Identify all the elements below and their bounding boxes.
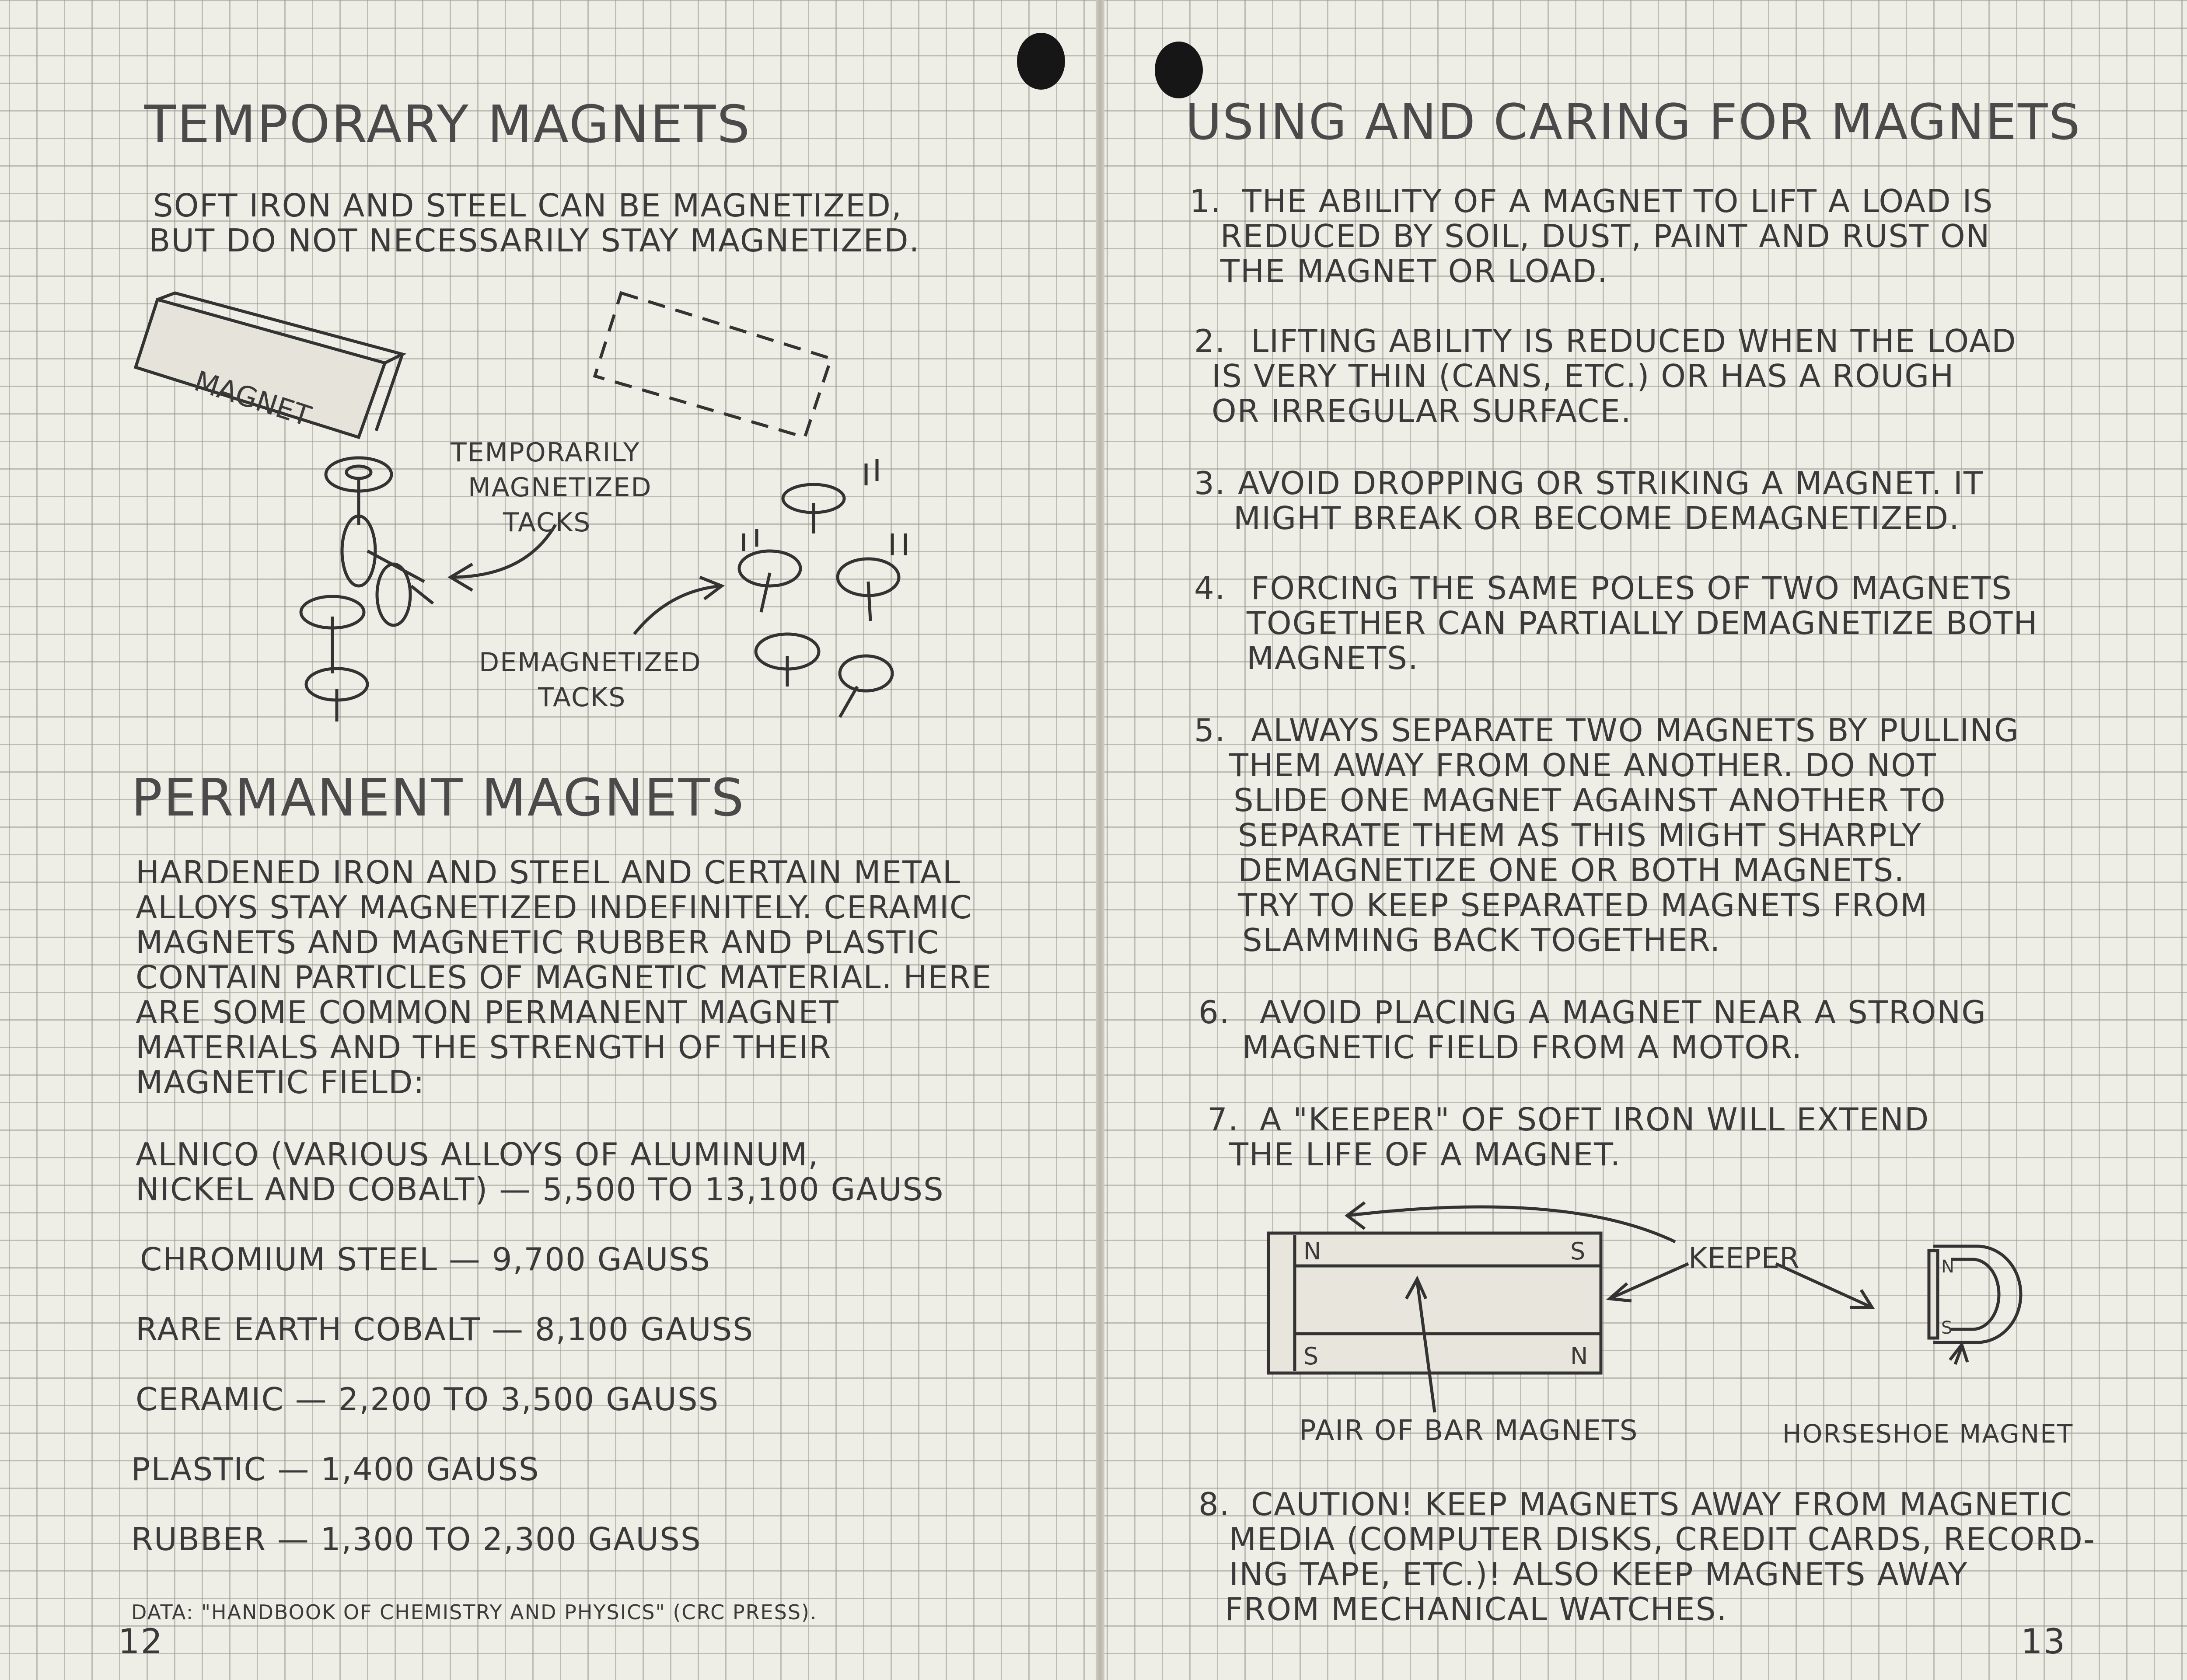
bar-magnets-label: PAIR OF BAR MAGNETS bbox=[1299, 1415, 1639, 1447]
item-6-line-1: AVOID PLACING A MAGNET NEAR A STRONG bbox=[1260, 994, 1987, 1031]
item-5-line-6: TRY TO KEEP SEPARATED MAGNETS FROM bbox=[1238, 887, 1928, 924]
item-7-line-2: THE LIFE OF A MAGNET. bbox=[1229, 1136, 1621, 1173]
item-3-line-2: MIGHT BREAK OR BECOME DEMAGNETIZED. bbox=[1233, 500, 1960, 537]
item-2-number: 2. bbox=[1194, 323, 1226, 359]
binding-hole-left bbox=[1017, 33, 1065, 90]
temporary-magnets-title: TEMPORARY MAGNETS bbox=[144, 94, 751, 154]
permanent-text-line-7: MAGNETIC FIELD: bbox=[136, 1064, 425, 1101]
material-chromium-steel: CHROMIUM STEEL — 9,700 GAUSS bbox=[140, 1241, 711, 1278]
item-5-line-4: SEPARATE THEM AS THIS MIGHT SHARPLY bbox=[1238, 817, 1922, 854]
item-8-line-2: MEDIA (COMPUTER DISKS, CREDIT CARDS, RECORD- bbox=[1229, 1521, 2096, 1558]
material-plastic: PLASTIC — 1,400 GAUSS bbox=[131, 1451, 540, 1488]
temporarily-magnetized-label-2: MAGNETIZED bbox=[468, 472, 652, 503]
item-6-number: 6. bbox=[1198, 994, 1230, 1031]
item-8-line-1: CAUTION! KEEP MAGNETS AWAY FROM MAGNETIC bbox=[1251, 1486, 2073, 1523]
pole-label-n-bottom: N bbox=[1570, 1342, 1588, 1370]
item-1-line-3: THE MAGNET OR LOAD. bbox=[1220, 253, 1608, 289]
demagnetized-label-1: DEMAGNETIZED bbox=[479, 647, 702, 678]
pole-label-s-top: S bbox=[1570, 1237, 1586, 1265]
temporary-text-line-2: BUT DO NOT NECESSARILY STAY MAGNETIZED. bbox=[149, 222, 920, 259]
material-ceramic: CERAMIC — 2,200 TO 3,500 GAUSS bbox=[136, 1381, 720, 1418]
temporarily-magnetized-label-3: TACKS bbox=[503, 507, 591, 538]
item-4-line-2: TOGETHER CAN PARTIALLY DEMAGNETIZE BOTH bbox=[1247, 605, 2038, 641]
pole-label-n-top: N bbox=[1303, 1237, 1321, 1265]
material-rare-earth-cobalt: RARE EARTH COBALT — 8,100 GAUSS bbox=[136, 1311, 754, 1348]
horseshoe-pole-n: N bbox=[1941, 1257, 1954, 1277]
permanent-text-line-4: CONTAIN PARTICLES OF MAGNETIC MATERIAL. HERE bbox=[136, 959, 992, 996]
item-1-line-1: THE ABILITY OF A MAGNET TO LIFT A LOAD IS bbox=[1242, 183, 1994, 220]
permanent-text-line-2: ALLOYS STAY MAGNETIZED INDEFINITELY. CERAMIC bbox=[136, 889, 973, 926]
keeper-label: KEEPER bbox=[1688, 1241, 1800, 1275]
magnet-label: MAGNET bbox=[190, 365, 315, 433]
item-3-number: 3. bbox=[1194, 465, 1226, 502]
page-number-left: 12 bbox=[118, 1622, 164, 1662]
temporary-text-line-1: SOFT IRON AND STEEL CAN BE MAGNETIZED, bbox=[153, 187, 902, 224]
item-4-line-3: MAGNETS. bbox=[1247, 640, 1419, 676]
item-7-number: 7. bbox=[1207, 1101, 1239, 1138]
item-3-line-1: AVOID DROPPING OR STRIKING A MAGNET. IT bbox=[1238, 465, 1984, 502]
item-4-line-1: FORCING THE SAME POLES OF TWO MAGNETS bbox=[1251, 570, 2012, 606]
temporarily-magnetized-label-1: TEMPORARILY bbox=[451, 437, 640, 468]
item-6-line-2: MAGNETIC FIELD FROM A MOTOR. bbox=[1242, 1029, 1803, 1066]
item-1-line-2: REDUCED BY SOIL, DUST, PAINT AND RUST ON bbox=[1220, 218, 1991, 254]
binding-hole-right bbox=[1155, 42, 1203, 98]
item-8-line-3: ING TAPE, ETC.)! ALSO KEEP MAGNETS AWAY bbox=[1229, 1556, 1968, 1593]
item-4-number: 4. bbox=[1194, 570, 1226, 606]
horseshoe-magnet bbox=[1929, 1251, 1938, 1338]
keeper-diagram bbox=[1260, 1181, 2113, 1426]
item-5-line-2: THEM AWAY FROM ONE ANOTHER. DO NOT bbox=[1229, 747, 1937, 784]
item-8-number: 8. bbox=[1198, 1486, 1230, 1523]
permanent-text-line-6: MATERIALS AND THE STRENGTH OF THEIR bbox=[136, 1029, 832, 1066]
permanent-magnets-title: PERMANENT MAGNETS bbox=[131, 767, 745, 828]
item-2-line-3: OR IRREGULAR SURFACE. bbox=[1212, 393, 1632, 429]
material-alnico-line-1: ALNICO (VARIOUS ALLOYS OF ALUMINUM, bbox=[136, 1136, 819, 1173]
permanent-text-line-5: ARE SOME COMMON PERMANENT MAGNET bbox=[136, 994, 839, 1031]
item-8-line-4: FROM MECHANICAL WATCHES. bbox=[1225, 1591, 1728, 1628]
item-5-line-3: SLIDE ONE MAGNET AGAINST ANOTHER TO bbox=[1233, 782, 1946, 819]
using-and-caring-title: USING AND CARING FOR MAGNETS bbox=[1185, 94, 2082, 151]
data-source-note: DATA: "HANDBOOK OF CHEMISTRY AND PHYSICS" (CRC PRESS). bbox=[131, 1600, 818, 1624]
material-rubber: RUBBER — 1,300 TO 2,300 GAUSS bbox=[131, 1521, 702, 1558]
item-5-line-7: SLAMMING BACK TOGETHER. bbox=[1242, 922, 1721, 959]
permanent-text-line-3: MAGNETS AND MAGNETIC RUBBER AND PLASTIC bbox=[136, 924, 940, 961]
item-2-line-1: LIFTING ABILITY IS REDUCED WHEN THE LOAD bbox=[1251, 323, 2017, 359]
item-5-line-5: DEMAGNETIZE ONE OR BOTH MAGNETS. bbox=[1238, 852, 1905, 889]
item-7-line-1: A "KEEPER" OF SOFT IRON WILL EXTEND bbox=[1260, 1101, 1930, 1138]
permanent-text-line-1: HARDENED IRON AND STEEL AND CERTAIN METAL bbox=[136, 854, 961, 891]
item-1-number: 1. bbox=[1190, 183, 1222, 220]
item-2-line-2: IS VERY THIN (CANS, ETC.) OR HAS A ROUGH bbox=[1212, 358, 1955, 394]
demagnetized-label-2: TACKS bbox=[538, 682, 626, 713]
book-gutter bbox=[1096, 0, 1104, 1680]
item-5-line-1: ALWAYS SEPARATE TWO MAGNETS BY PULLING bbox=[1251, 712, 2019, 749]
horseshoe-magnet-label: HORSESHOE MAGNET bbox=[1782, 1419, 2074, 1449]
horseshoe-pole-s: S bbox=[1941, 1318, 1953, 1338]
item-5-number: 5. bbox=[1194, 712, 1226, 749]
material-alnico-line-2: NICKEL AND COBALT) — 5,500 TO 13,100 GAUSS bbox=[136, 1171, 944, 1208]
page-number-right: 13 bbox=[2021, 1622, 2066, 1662]
pole-label-s-bottom: S bbox=[1303, 1342, 1319, 1370]
